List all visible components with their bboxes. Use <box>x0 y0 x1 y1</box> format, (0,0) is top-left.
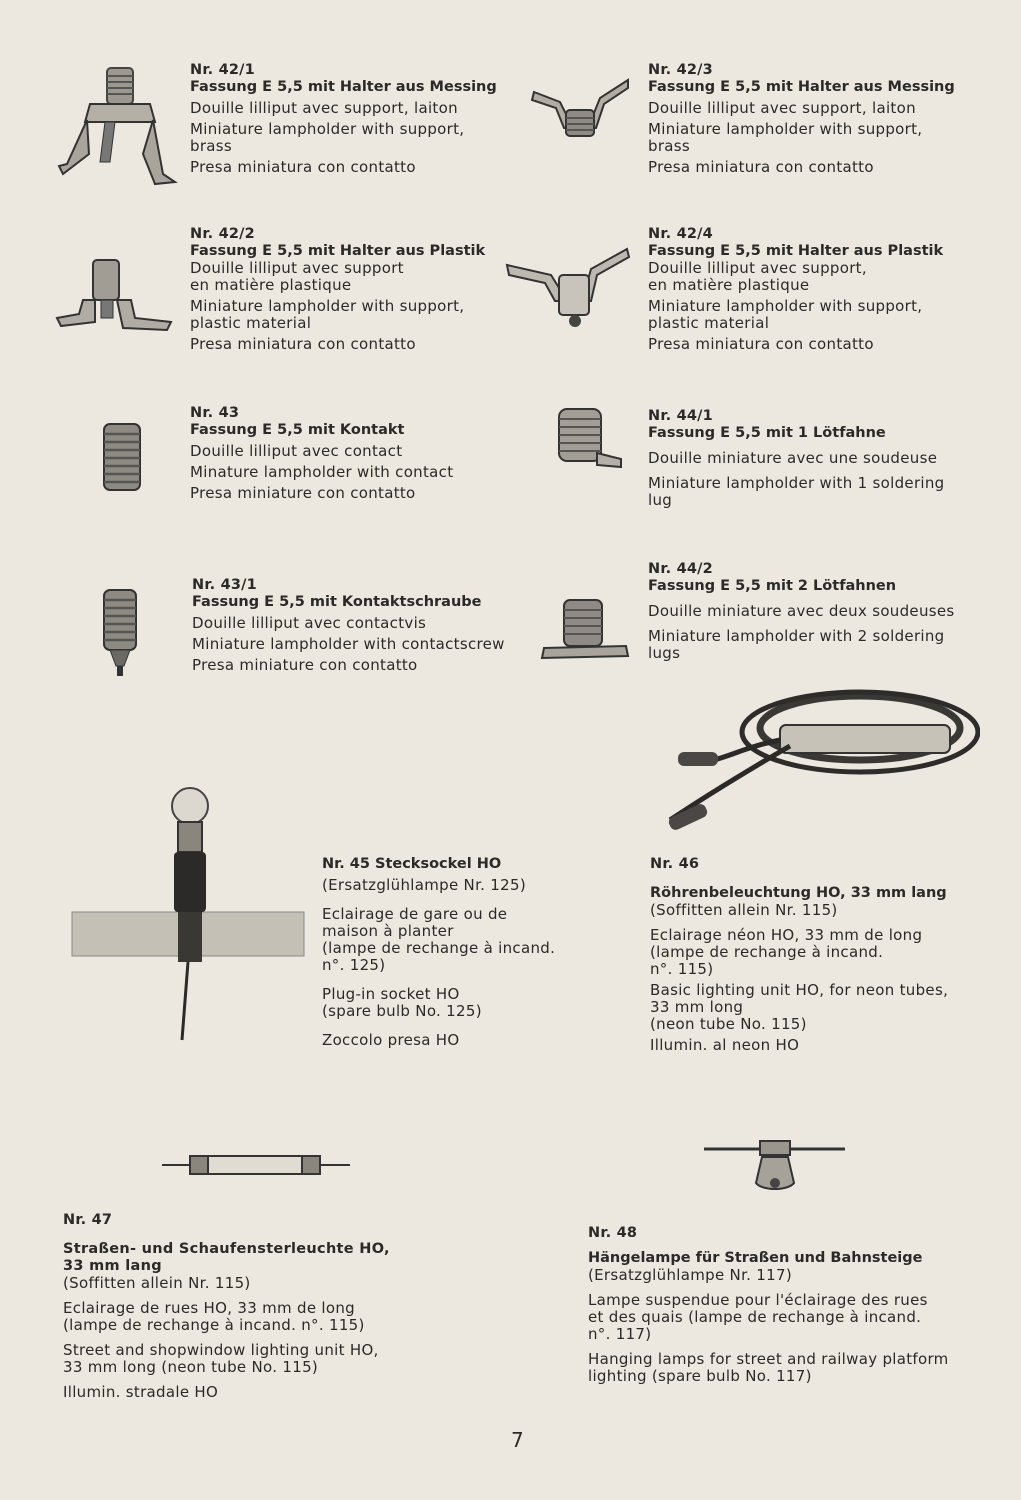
french-text: Douille lilliput avec support, laiton <box>648 99 916 117</box>
entry-number: Nr. 42/1 <box>190 62 255 78</box>
entry-title: Straßen- und Schaufensterleuchte HO, 33 mm lang <box>63 1241 390 1274</box>
french-text: Eclairage de gare ou de maison à planter (lampe de rechange à incand. n°. 125) <box>322 905 556 974</box>
entry-title: Fassung E 5,5 mit 1 Lötfahne <box>648 425 886 441</box>
french-text: Eclairage néon HO, 33 mm de long (lampe de rechange à incand. n°. 115) <box>650 926 923 978</box>
entry-title: Nr. 45 Stecksockel HO <box>322 856 502 872</box>
lampholder-42-4-image <box>505 235 635 335</box>
entry-42-3 <box>648 62 978 176</box>
english-text: Miniature lampholder with support, brass <box>648 120 923 155</box>
entry-42-1 <box>190 62 520 176</box>
english-text: Miniature lampholder with 1 soldering lug <box>648 474 945 509</box>
spare-bulb-text: (Ersatzglühlampe Nr. 125) <box>322 876 526 894</box>
lampholder-44-2-image <box>540 596 630 666</box>
entry-44-1 <box>648 408 988 509</box>
lampholder-43-image <box>98 422 148 497</box>
entry-title: Fassung E 5,5 mit Halter aus Plastik <box>190 243 486 259</box>
entry-number: Nr. 48 <box>588 1225 638 1241</box>
italian-text: Illumin. al neon HO <box>650 1036 800 1054</box>
entry-number: Nr. 47 <box>63 1212 113 1228</box>
lampholder-42-3-image <box>530 72 630 152</box>
page-number: 7 <box>511 1428 524 1452</box>
entry-42-4 <box>648 226 978 353</box>
lampholder-44-1-image <box>553 405 628 470</box>
entry-number: Nr. 46 <box>650 856 700 872</box>
entry-title: Fassung E 5,5 mit 2 Lötfahnen <box>648 578 897 594</box>
entry-title: Fassung E 5,5 mit Halter aus Messing <box>190 79 497 95</box>
lampholder-43-1-image <box>98 588 143 678</box>
french-text: Douille lilliput avec contact <box>190 442 403 460</box>
spare-bulb-text: (Soffitten allein Nr. 115) <box>650 901 838 919</box>
hanging-lamp-48-image <box>702 1135 847 1195</box>
english-text: Street and shopwindow lighting unit HO, 33 mm long (neon tube No. 115) <box>63 1341 379 1376</box>
french-text: Douille lilliput avec support, en matière plastique <box>648 259 867 294</box>
italian-text: Illumin. stradale HO <box>63 1383 219 1401</box>
french-text: Lampe suspendue pour l'éclairage des rues et des quais (lampe de rechange à incand. n°. 117) <box>588 1291 928 1343</box>
english-text: Miniature lampholder with 2 soldering lugs <box>648 627 945 662</box>
street-lamp-47-image <box>160 1150 355 1180</box>
italian-text: Zoccolo presa HO <box>322 1031 460 1049</box>
entry-number: Nr. 44/2 <box>648 561 713 577</box>
entry-43-1 <box>192 577 532 674</box>
english-text: Minature lampholder with contact <box>190 463 454 481</box>
entry-number: Nr. 42/3 <box>648 62 713 78</box>
entry-title: Hängelampe für Straßen und Bahnsteige <box>588 1250 923 1266</box>
entry-title: Fassung E 5,5 mit Halter aus Messing <box>648 79 955 95</box>
italian-text: Presa miniatura con contatto <box>190 335 416 353</box>
french-text: Eclairage de rues HO, 33 mm de long (lampe de rechange à incand. n°. 115) <box>63 1299 365 1334</box>
italian-text: Presa miniatura con contatto <box>190 158 416 176</box>
entry-43 <box>190 405 520 502</box>
entry-48 <box>588 1225 988 1385</box>
english-text: Miniature lampholder with support, brass <box>190 120 465 155</box>
entry-44-2 <box>648 561 988 662</box>
spare-bulb-text: (Soffitten allein Nr. 115) <box>63 1274 251 1292</box>
english-text: Plug-in socket HO (spare bulb No. 125) <box>322 985 482 1020</box>
english-text: Hanging lamps for street and railway platform lighting (spare bulb No. 117) <box>588 1350 949 1385</box>
spare-bulb-text: (Ersatzglühlampe Nr. 117) <box>588 1266 792 1284</box>
italian-text: Presa miniature con contatto <box>190 484 416 502</box>
lampholder-42-2-image <box>55 252 185 342</box>
entry-title: Röhrenbeleuchtung HO, 33 mm lang <box>650 885 947 901</box>
entry-number: Nr. 43/1 <box>192 577 257 593</box>
entry-47 <box>63 1212 423 1401</box>
neon-tube-46-image <box>650 680 980 840</box>
entry-46 <box>650 856 990 1054</box>
italian-text: Presa miniatura con contatto <box>648 158 874 176</box>
entry-title: Fassung E 5,5 mit Kontakt <box>190 422 405 438</box>
lampholder-42-1-image <box>55 62 185 192</box>
english-text: Miniature lampholder with support, plastic material <box>648 297 923 332</box>
entry-title: Fassung E 5,5 mit Kontaktschraube <box>192 594 482 610</box>
entry-45 <box>322 856 612 1049</box>
french-text: Douille miniature avec une soudeuse <box>648 449 938 467</box>
french-text: Douille miniature avec deux soudeuses <box>648 602 955 620</box>
entry-number: Nr. 44/1 <box>648 408 713 424</box>
italian-text: Presa miniature con contatto <box>192 656 418 674</box>
italian-text: Presa miniatura con contatto <box>648 335 874 353</box>
english-text: Miniature lampholder with support, plastic material <box>190 297 465 332</box>
french-text: Douille lilliput avec support, laiton <box>190 99 458 117</box>
english-text: Basic lighting unit HO, for neon tubes, 33 mm long (neon tube No. 115) <box>650 981 949 1033</box>
french-text: Douille lilliput avec support en matière plastique <box>190 259 404 294</box>
entry-number: Nr. 43 <box>190 405 240 421</box>
entry-number: Nr. 42/4 <box>648 226 713 242</box>
plug-in-socket-45-image <box>70 782 310 1044</box>
french-text: Douille lilliput avec contactvis <box>192 614 427 632</box>
entry-42-2 <box>190 226 520 353</box>
entry-title: Fassung E 5,5 mit Halter aus Plastik <box>648 243 944 259</box>
entry-number: Nr. 42/2 <box>190 226 255 242</box>
english-text: Miniature lampholder with contactscrew <box>192 635 505 653</box>
